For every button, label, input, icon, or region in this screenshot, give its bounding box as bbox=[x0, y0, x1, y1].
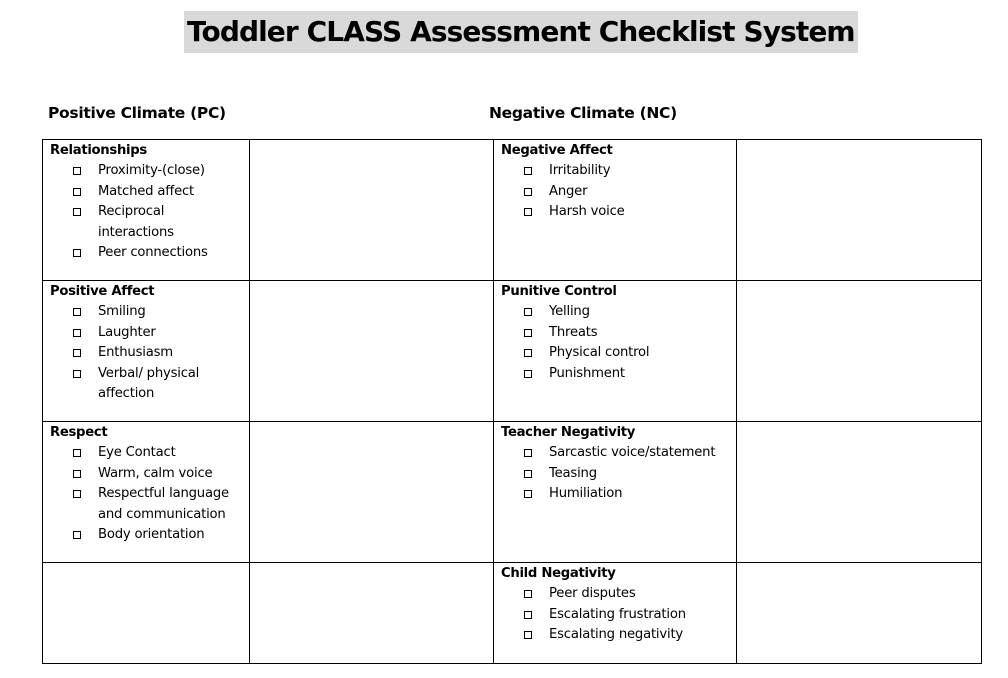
checklist-items bbox=[501, 584, 729, 646]
checkbox[interactable] bbox=[73, 349, 81, 357]
checklist-items bbox=[501, 161, 729, 223]
table-row bbox=[43, 422, 494, 563]
checklist-item[interactable] bbox=[501, 605, 729, 626]
table-row bbox=[494, 563, 982, 664]
item-label: Reciprocal interactions bbox=[98, 204, 174, 240]
item-label: Matched affect bbox=[98, 183, 195, 199]
item-label: Threats bbox=[549, 324, 598, 340]
category-cell-relationships bbox=[43, 140, 250, 281]
item-label: Enthusiasm bbox=[98, 345, 173, 360]
negative-climate-heading: Negative Climate (NC) bbox=[489, 104, 677, 122]
category-title: Child Negativity bbox=[501, 566, 616, 581]
table-row bbox=[494, 281, 982, 422]
document-title: Toddler CLASS Assessment Checklist System bbox=[184, 11, 858, 53]
checklist-item[interactable] bbox=[501, 443, 729, 464]
checklist-item[interactable] bbox=[50, 161, 242, 182]
checkbox[interactable] bbox=[524, 188, 532, 196]
table-row bbox=[494, 140, 982, 281]
checklist-item[interactable] bbox=[501, 161, 729, 182]
table-row bbox=[494, 422, 982, 563]
checklist-item[interactable] bbox=[50, 323, 242, 344]
item-label: Physical control bbox=[549, 345, 650, 360]
table-row bbox=[43, 140, 494, 281]
item-label: Peer disputes bbox=[549, 586, 636, 601]
positive-climate-heading: Positive Climate (PC) bbox=[48, 104, 226, 122]
item-label: Sarcastic voice/statement bbox=[549, 445, 716, 460]
item-label: Escalating negativity bbox=[549, 627, 684, 642]
item-label: Proximity-(close) bbox=[98, 163, 205, 178]
checkbox[interactable] bbox=[524, 370, 532, 378]
notes-cell[interactable] bbox=[250, 422, 494, 563]
checklist-item[interactable] bbox=[501, 364, 729, 385]
checklist-item[interactable] bbox=[50, 302, 242, 323]
checkbox[interactable] bbox=[524, 208, 532, 216]
checklist-items bbox=[501, 443, 729, 505]
checklist-item[interactable] bbox=[50, 484, 242, 525]
checklist-item[interactable] bbox=[50, 202, 242, 243]
checkbox[interactable] bbox=[524, 470, 532, 478]
checkbox[interactable] bbox=[73, 308, 81, 316]
checklist-item[interactable] bbox=[501, 484, 729, 505]
checklist-items bbox=[50, 443, 242, 546]
checkbox[interactable] bbox=[73, 329, 81, 337]
item-label: Respectful language and communication bbox=[98, 486, 229, 522]
category-title: Negative Affect bbox=[501, 143, 613, 158]
checklist-item[interactable] bbox=[501, 464, 729, 485]
checklist-item[interactable] bbox=[501, 182, 729, 203]
category-cell-negative-affect bbox=[494, 140, 737, 281]
checklist-item[interactable] bbox=[50, 443, 242, 464]
item-label: Laughter bbox=[98, 324, 156, 340]
notes-cell[interactable] bbox=[250, 281, 494, 422]
category-cell-child-negativity bbox=[494, 563, 737, 664]
checklist-item[interactable] bbox=[50, 182, 242, 203]
table-row bbox=[43, 281, 494, 422]
checklist-item[interactable] bbox=[501, 323, 729, 344]
notes-cell[interactable] bbox=[737, 422, 982, 563]
item-label: Body orientation bbox=[98, 527, 205, 542]
checkbox[interactable] bbox=[73, 449, 81, 457]
item-label: Yelling bbox=[549, 304, 590, 319]
category-cell-respect bbox=[43, 422, 250, 563]
notes-cell[interactable] bbox=[250, 563, 494, 664]
checklist-item[interactable] bbox=[50, 243, 242, 264]
item-label: Warm, calm voice bbox=[98, 465, 213, 481]
category-cell-punitive-control bbox=[494, 281, 737, 422]
checkbox[interactable] bbox=[73, 470, 81, 478]
item-label: Harsh voice bbox=[549, 204, 625, 219]
notes-cell[interactable] bbox=[737, 281, 982, 422]
checkbox[interactable] bbox=[524, 631, 532, 639]
negative-climate-table bbox=[493, 139, 982, 664]
checkbox[interactable] bbox=[524, 329, 532, 337]
checklist-item[interactable] bbox=[50, 464, 242, 485]
checkbox[interactable] bbox=[524, 349, 532, 357]
checklist-item[interactable] bbox=[501, 584, 729, 605]
item-label: Eye Contact bbox=[98, 445, 176, 460]
item-label: Irritability bbox=[549, 163, 611, 178]
table-row bbox=[43, 563, 494, 664]
category-title: Punitive Control bbox=[501, 284, 617, 299]
checklist-items bbox=[50, 302, 242, 405]
item-label: Punishment bbox=[549, 365, 625, 381]
checkbox[interactable] bbox=[524, 308, 532, 316]
checklist-item[interactable] bbox=[50, 525, 242, 546]
positive-climate-table bbox=[42, 139, 494, 664]
checklist-item[interactable] bbox=[501, 202, 729, 223]
checklist-items bbox=[50, 161, 242, 264]
category-title: Teacher Negativity bbox=[501, 425, 636, 440]
category-title: Respect bbox=[50, 425, 108, 440]
item-label: Teasing bbox=[549, 465, 597, 481]
category-cell-positive-affect bbox=[43, 281, 250, 422]
notes-cell[interactable] bbox=[737, 140, 982, 281]
checkbox[interactable] bbox=[524, 611, 532, 619]
checkbox[interactable] bbox=[73, 490, 81, 498]
checklist-item[interactable] bbox=[501, 343, 729, 364]
empty-cell bbox=[43, 563, 250, 664]
checkbox[interactable] bbox=[524, 167, 532, 175]
checkbox[interactable] bbox=[73, 531, 81, 539]
item-label: Verbal/ physical affection bbox=[98, 365, 200, 401]
checkbox[interactable] bbox=[524, 449, 532, 457]
checklist-items bbox=[501, 302, 729, 384]
item-label: Escalating frustration bbox=[549, 606, 686, 622]
checkbox[interactable] bbox=[524, 490, 532, 498]
notes-cell[interactable] bbox=[737, 563, 982, 664]
item-label: Smiling bbox=[98, 304, 146, 319]
notes-cell[interactable] bbox=[250, 140, 494, 281]
checkbox[interactable] bbox=[73, 370, 81, 378]
item-label: Anger bbox=[549, 183, 588, 199]
checkbox[interactable] bbox=[73, 167, 81, 175]
checklist-item[interactable] bbox=[501, 302, 729, 323]
item-label: Humiliation bbox=[549, 486, 623, 501]
checklist-item[interactable] bbox=[50, 343, 242, 364]
item-label: Peer connections bbox=[98, 245, 208, 260]
checklist-item[interactable] bbox=[50, 364, 242, 405]
checkbox[interactable] bbox=[73, 249, 81, 257]
category-title: Positive Affect bbox=[50, 284, 155, 299]
category-title: Relationships bbox=[50, 143, 147, 158]
checkbox[interactable] bbox=[524, 590, 532, 598]
checklist-item[interactable] bbox=[501, 625, 729, 646]
checkbox[interactable] bbox=[73, 188, 81, 196]
checkbox[interactable] bbox=[73, 208, 81, 216]
category-cell-teacher-negativity bbox=[494, 422, 737, 563]
